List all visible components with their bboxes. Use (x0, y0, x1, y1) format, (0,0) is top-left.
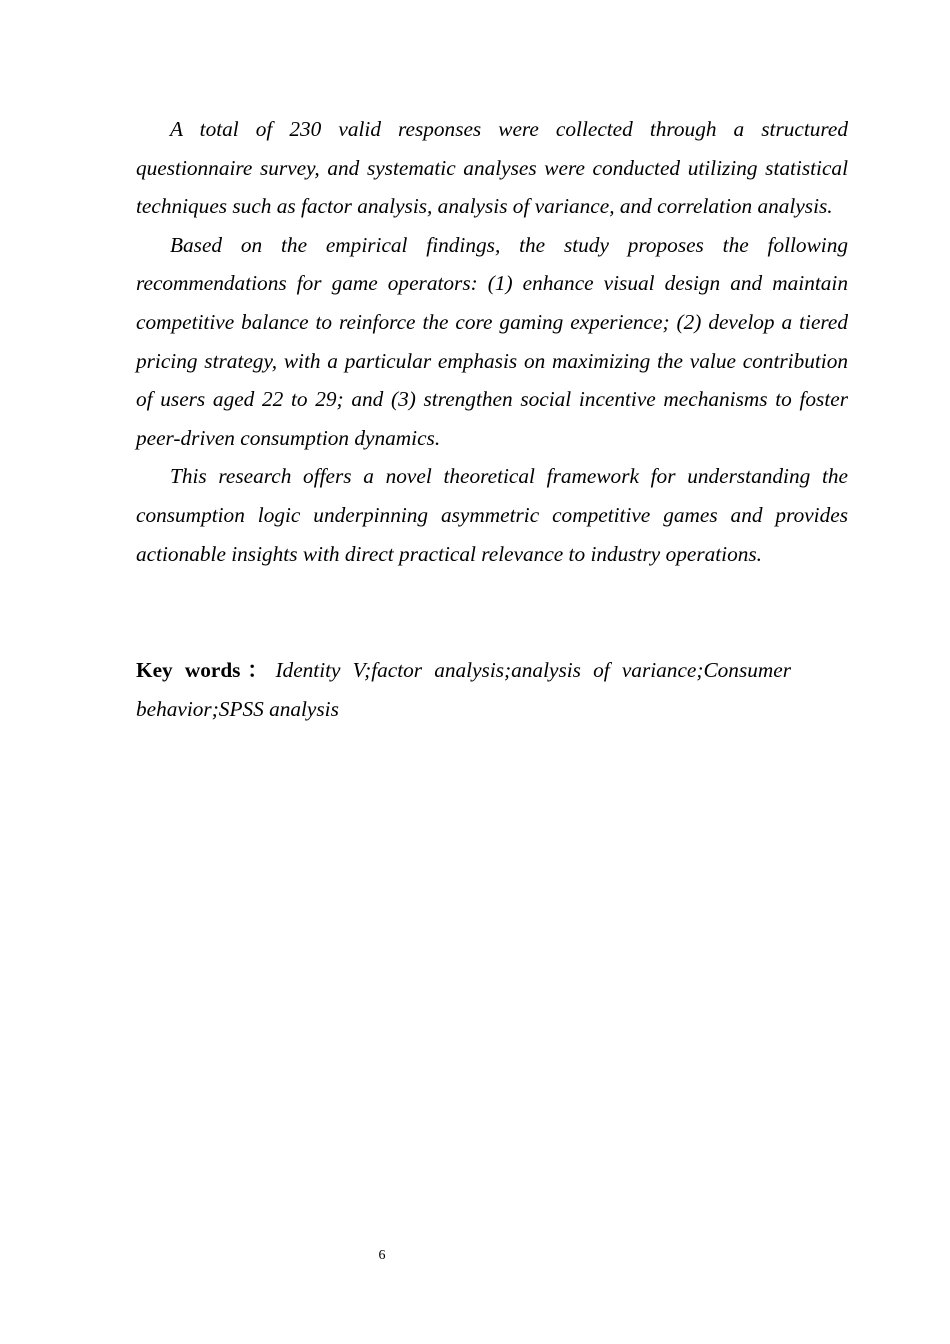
abstract-paragraph: This research offers a novel theoretical framework for understanding the consumption logic underpinning asymmetric competitive games and provides actionable insights with direct practical relevance to industry operations. (136, 464, 848, 566)
abstract-paragraph: A total of 230 valid responses were collected through a structured questionnaire survey, and systematic analyses were conducted utilizing statistical techniques such as factor analysis, analysis of variance, and correlation analysis. (136, 117, 848, 219)
abstract-paragraph: Based on the empirical findings, the study proposes the following recommendations for game operators: (1) enhance visual design and maintain competitive balance to reinforce the core gaming experience; (2) develop a tiered pricing strategy, with a particular emphasis on maximizing the value contribution of users aged 22 to 29; and (3) strengthen social incentive mechanisms to foster peer-driven consumption dynamics. (136, 232, 848, 450)
keywords-text: Identity V;factor analysis;analysis of variance;Consumer behavior;SPSS analysis (136, 658, 792, 721)
abstract-body (136, 110, 848, 573)
page-number: 6 (378, 1248, 386, 1263)
keywords-label: Key words： (136, 658, 276, 682)
keywords-line (136, 651, 791, 728)
